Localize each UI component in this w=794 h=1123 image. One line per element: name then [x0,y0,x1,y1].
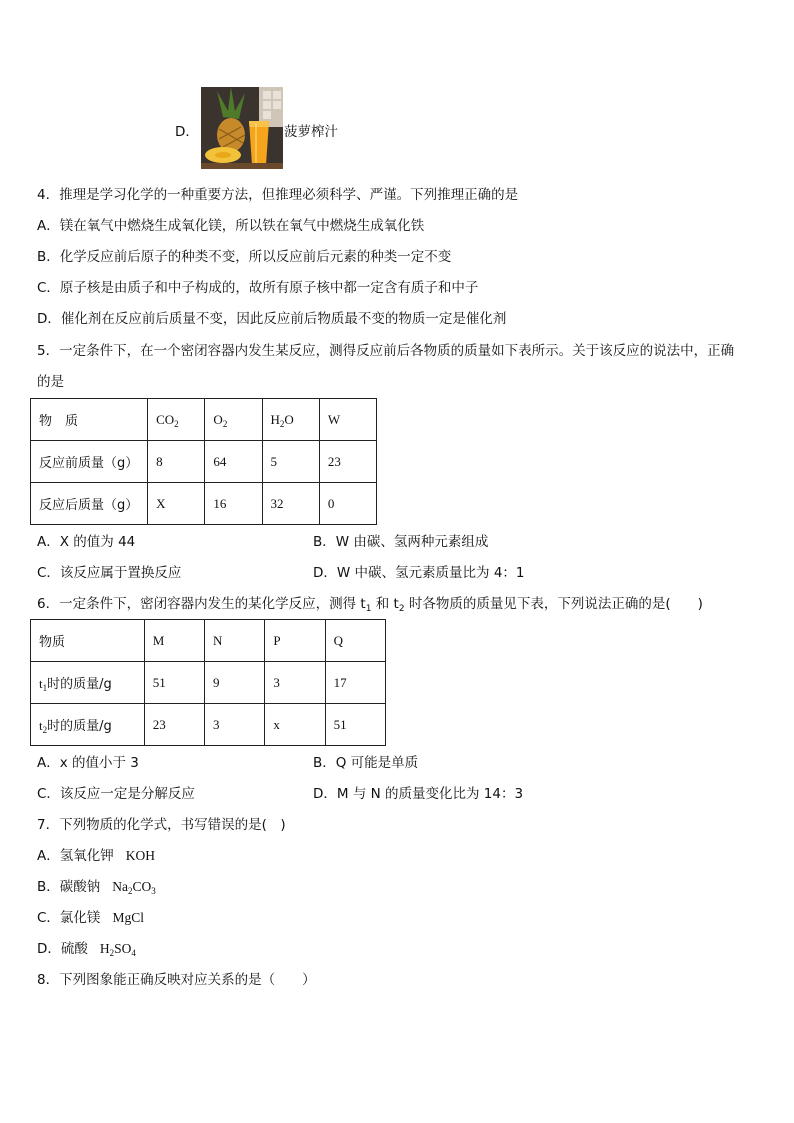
table-cell: 8 [148,441,205,483]
table-row [31,483,377,525]
table-cell: 23 [319,441,376,483]
formula-part: KOH [125,848,155,863]
table-cell: 物质 [31,620,145,662]
q5-stem-line2: 的是 [37,374,64,390]
q3-option-d-text: 菠萝榨汁 [284,124,338,140]
q3-option-d-letter: D． [175,124,199,140]
table-cell: 23 [144,704,204,746]
q6-stem-part: 和 t [371,596,399,612]
q7-option-c [37,909,144,927]
q5-stem-line1: 5．一定条件下，在一个密闭容器内发生某反应，测得反应前后各物质的质量如下表所示。关于该反应的说法中，正确 [37,343,735,359]
table-cell [31,662,145,704]
q6-option-b: B．Q 可能是单质 [313,755,419,771]
formula-part: O [213,411,223,427]
chemical-formula [112,910,144,925]
row-label-subscript: 2 [42,725,48,735]
chemical-formula [126,848,155,863]
table-row [31,620,386,662]
q5-mass-table [30,398,377,525]
table-cell: 0 [319,483,376,525]
q7-option-d [37,940,136,958]
table-row [31,399,377,441]
table-cell: 32 [262,483,319,525]
q4-option-b: B．化学反应前后原子的种类不变，所以反应前后元素的种类一定不变 [37,249,452,265]
table-row [31,704,386,746]
row-label-t: t [39,718,43,733]
formula-part: CO [156,411,175,427]
q7-option-name: C．氯化镁 [37,910,101,926]
table-row [31,662,386,704]
row-label-tail: 时的质量/g [47,719,112,734]
formula-part: SO [114,941,132,956]
q7-option-name: B．碳酸钠 [37,879,101,895]
table-cell: 物 质 [31,399,148,441]
pineapple-juice-photo [201,87,283,169]
q6-option-a: A．x 的值小于 3 [37,755,139,771]
formula-part: O [284,411,294,427]
q5-option-d: D．W 中碳、氢元素质量比为 4：1 [313,565,525,581]
table-cell: 17 [325,662,385,704]
table-cell: X [148,483,205,525]
q6-stem-subscript: 2 [398,604,405,614]
row-label-t: t [39,676,43,691]
table-cell: 反应前质量（g） [31,441,148,483]
q6-option-d: D．M 与 N 的质量变化比为 14：3 [313,786,524,802]
formula-subscript: 2 [222,418,228,429]
chemical-formula [100,941,136,956]
formula-part: H [99,941,110,956]
table-cell [262,399,319,441]
q5-option-c: C．该反应属于置换反应 [37,565,182,581]
formula-subscript: 2 [279,418,285,429]
formula-subscript: 2 [109,948,115,958]
q4-option-a: A．镁在氧气中燃烧生成氧化镁，所以铁在氧气中燃烧生成氧化铁 [37,218,425,234]
formula-part: Na [112,879,129,894]
formula-part: MgCl [112,910,144,925]
chemical-formula [112,879,156,894]
table-cell: M [144,620,204,662]
row-label-tail: 时的质量/g [47,677,112,692]
q6-mass-table [30,619,386,746]
table-cell [205,399,262,441]
table-cell: 5 [262,441,319,483]
q7-option-name: D．硫酸 [37,941,88,957]
row-label-subscript: 1 [42,683,48,693]
table-cell: 3 [265,662,325,704]
q6-stem-part: 时各物质的质量见下表，下列说法正确的是( ) [404,596,703,612]
q5-option-a: A．X 的值为 44 [37,534,136,550]
q7-option-b [37,878,156,896]
table-cell [31,704,145,746]
table-cell: 9 [205,662,265,704]
formula-part: H [270,411,280,427]
table-cell [148,399,205,441]
q4-option-d: D．催化剂在反应前后质量不变，因此反应前后物质最不变的物质一定是催化剂 [37,311,507,327]
q7-stem: 7．下列物质的化学式，书写错误的是( ) [37,817,286,833]
table-cell: 3 [205,704,265,746]
q4-stem: 4．推理是学习化学的一种重要方法，但推理必须科学、严谨。下列推理正确的是 [37,187,519,203]
table-cell: 16 [205,483,262,525]
table-cell: 64 [205,441,262,483]
table-cell: 反应后质量（g） [31,483,148,525]
q6-stem-part: 6．一定条件下，密闭容器内发生的某化学反应，测得 t [37,596,366,612]
table-cell: 51 [144,662,204,704]
formula-subscript: 2 [174,418,179,429]
q5-option-b: B．W 由碳、氢两种元素组成 [313,534,489,550]
q6-stem [37,595,703,613]
formula-part: CO [132,879,152,894]
q4-option-c: C．原子核是由质子和中子构成的，故所有原子核中都一定含有质子和中子 [37,280,479,296]
formula-subscript: 2 [128,886,133,896]
q7-option-name: A．氢氧化钾 [37,848,114,864]
table-cell: 51 [325,704,385,746]
formula-subscript: 3 [151,886,156,896]
table-cell: N [205,620,265,662]
table-cell: Q [325,620,385,662]
q7-option-a [37,847,155,865]
q6-stem-subscript: 1 [365,604,372,614]
table-cell: x [265,704,325,746]
table-cell: P [265,620,325,662]
q8-stem: 8．下列图象能正确反映对应关系的是（ ） [37,972,316,988]
table-row [31,441,377,483]
table-cell: W [319,399,376,441]
formula-subscript: 4 [131,948,136,958]
q6-option-c: C．该反应一定是分解反应 [37,786,195,802]
